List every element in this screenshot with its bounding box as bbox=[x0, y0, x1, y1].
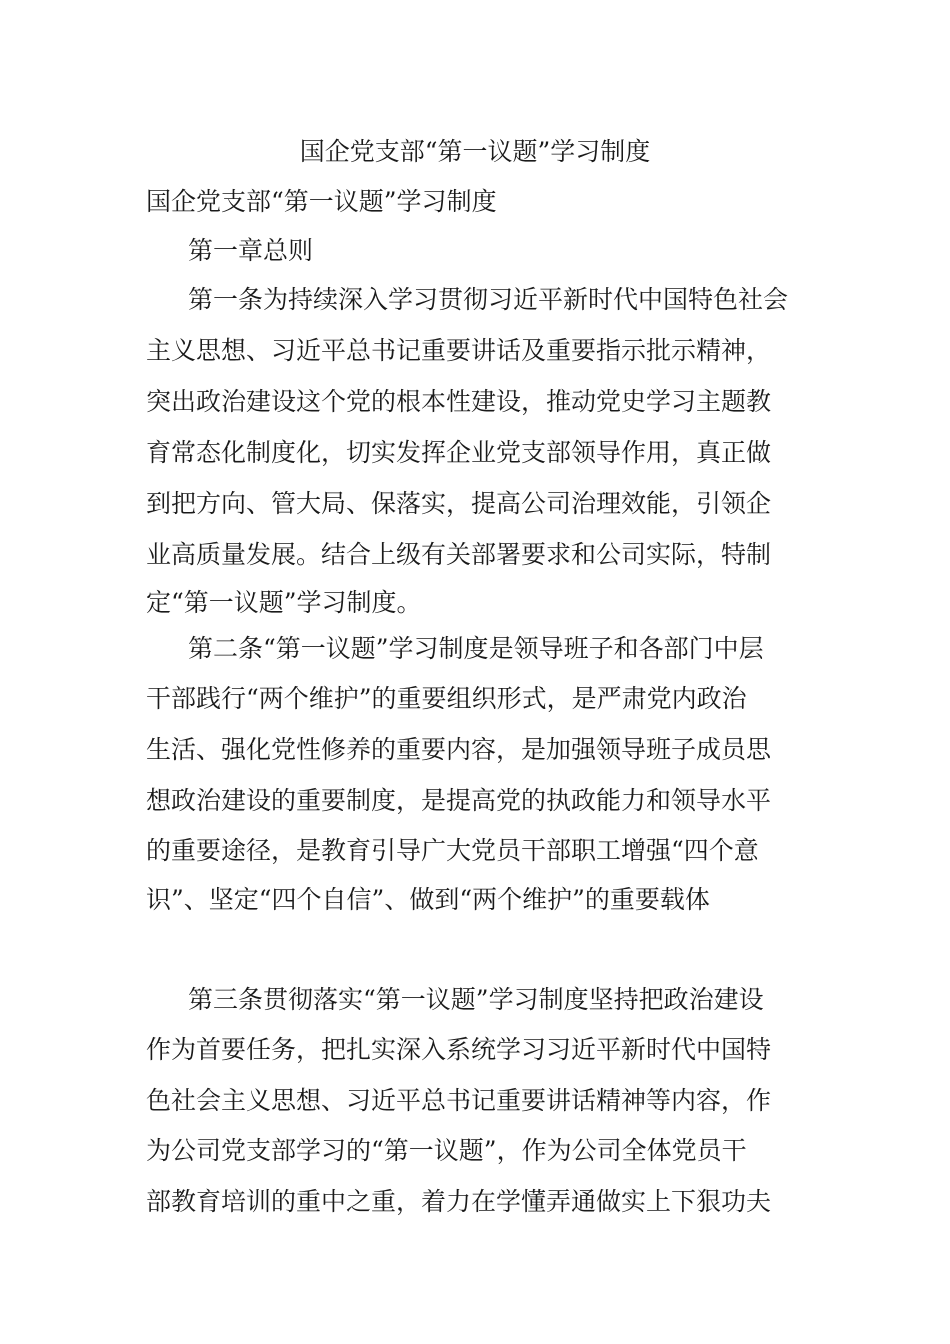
article-3-line: 部教育培训的重中之重，着力在学懂弄通做实上下狠功夫 bbox=[146, 1187, 772, 1216]
article-3-line: 色社会主义思想、习近平总书记重要讲话精神等内容，作 bbox=[146, 1086, 772, 1115]
article-2-line: 干部践行“两个维护”的重要组织形式，是严肃党内政治 bbox=[146, 684, 747, 713]
article-1-line: 育常态化制度化，切实发挥企业党支部领导作用，真正做 bbox=[146, 438, 772, 467]
article-2-line: 的重要途径，是教育引导广大党员干部职工增强“四个意 bbox=[146, 836, 759, 865]
article-1-line: 第一条为持续深入学习贯彻习近平新时代中国特色社会 bbox=[188, 285, 789, 314]
chapter-heading: 第一章总则 bbox=[188, 236, 314, 265]
article-1-line: 到把方向、管大局、保落实，提高公司治理效能，引领企 bbox=[146, 489, 772, 518]
article-2-line: 生活、强化党性修养的重要内容，是加强领导班子成员思 bbox=[146, 735, 772, 764]
article-3-line: 作为首要任务，把扎实深入系统学习习近平新时代中国特 bbox=[146, 1035, 772, 1064]
document-subtitle: 国企党支部“第一议题”学习制度 bbox=[146, 187, 497, 216]
article-1-line: 突出政治建设这个党的根本性建设，推动党史学习主题教 bbox=[146, 387, 772, 416]
article-1-line: 业高质量发展。结合上级有关部署要求和公司实际，特制 bbox=[146, 540, 772, 569]
article-3-line: 第三条贯彻落实“第一议题”学习制度坚持把政治建设 bbox=[188, 985, 764, 1014]
article-3-line: 为公司党支部学习的“第一议题”，作为公司全体党员干 bbox=[146, 1136, 747, 1165]
article-2-line: 识”、坚定“四个自信”、做到“两个维护”的重要载体 bbox=[146, 885, 710, 914]
document-title: 国企党支部“第一议题”学习制度 bbox=[299, 137, 651, 166]
article-1-line: 主义思想、习近平总书记重要讲话及重要指示批示精神， bbox=[146, 336, 772, 365]
article-2-line: 第二条“第一议题”学习制度是领导班子和各部门中层 bbox=[188, 634, 764, 663]
article-1-line: 定“第一议题”学习制度。 bbox=[146, 588, 422, 617]
article-2-line: 想政治建设的重要制度，是提高党的执政能力和领导水平 bbox=[146, 786, 772, 815]
